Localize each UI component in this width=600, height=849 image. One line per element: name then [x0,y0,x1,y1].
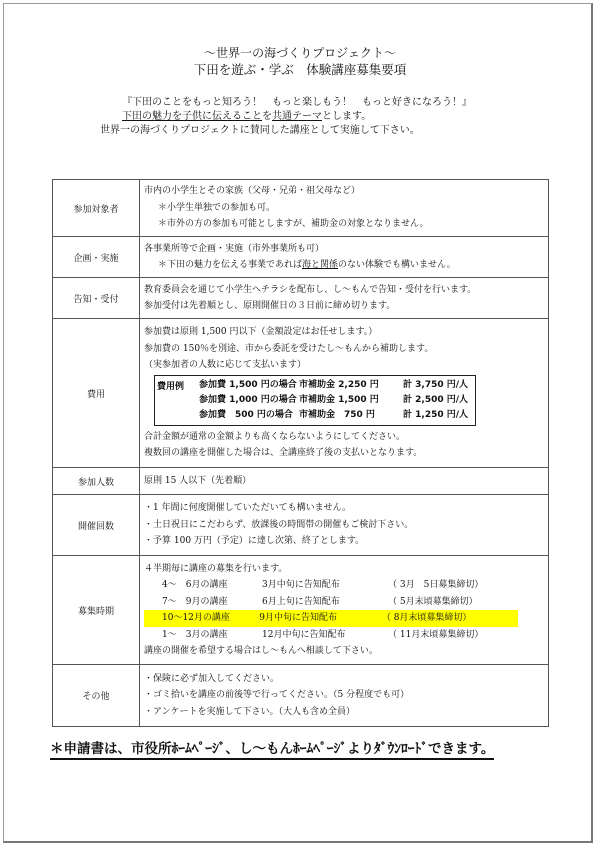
row-notice [53,278,549,319]
project-title: 〜世界一の海づくりプロジェクト〜 [204,46,396,60]
other-line: ・ゴミ拾いを講座の前後等で行ってください。（5 分程度でも可） [144,690,410,701]
fee-example-row: 参加費 1,500 円の場合 市補助金 2,250 円 計 3,750 円/人 [199,379,469,390]
frequency-line: ・1 年間に何度開催していただいても構いません。 [144,503,352,514]
row-fee [53,319,549,468]
intro-slogan: 『下田のことをもっと知ろう！ もっと楽しもう！ もっと好きになろう！』 [122,97,472,108]
fee-example-row: 参加費 1,000 円の場合 市補助金 1,500 円 計 2,500 円/人 [199,394,469,405]
capacity-line: 原則 15 人以下（先着順） [144,475,252,486]
fee-line: 参加費の 150％を別途、市から委託を受けたし〜もんから補助します。 [144,343,434,354]
notice-line: 参加受付は先着順とし、原則開催日の３日前に締め切ります。 [144,301,396,311]
schedule-item: 4〜 6月の講座 3月中旬に告知配布 （ 3月 5日募集締切） [162,580,484,590]
schedule-intro: ４半期毎に講座の募集を行います。 [144,563,288,574]
fee-example-box [154,375,476,426]
intro-request: 世界一の海づくりプロジェクトに賛同した講座として実施して下さい。 [100,125,420,136]
fee-footer-line: 複数回の講座を開催した場合は、全講座終了後の支払いとなります。 [144,448,423,459]
fee-footer-line: 合計金額が通常の金額よりも高くならないようにしてください。 [144,431,406,442]
row-frequency [53,495,549,556]
row-schedule [53,556,549,665]
target-note: ＊市外の方の参加も可能としますが、補助金の対象となりません。 [158,219,429,230]
other-line: ・保険に必ず加入してください。 [144,673,280,684]
label-schedule: 募集時期 [53,556,140,665]
label-notice: 告知・受付 [53,278,140,319]
schedule-item: 1〜 3月の講座 12月中旬に告知配布 （ 11月末頃募集締切） [162,629,484,640]
label-other: その他 [53,665,140,727]
row-other [53,665,549,727]
notice-line: 教育委員会を通じて小学生へチラシを配布し、し〜もんで告知・受付を行います。 [144,284,477,295]
schedule-item-highlighted: 10〜12月の講座 9月中旬に告知配布 （ 8月末頃募集締切） [144,610,518,627]
frequency-line: ・予算 100 万円（予定）に達し次第、終了とします。 [144,536,365,547]
schedule-footer: 講座の開催を希望する場合はし〜もんへ相談して下さい。 [144,646,378,656]
document-title: 下田を遊ぶ・学ぶ 体験講座募集要項 [193,62,407,77]
application-download-notice: ＊申請書は、市役所ﾎｰﾑﾍﾟｰｼﾞ、し〜もんﾎｰﾑﾍﾟｰｼﾞよりﾀﾞｳﾝﾛｰﾄﾞできます。 [50,737,494,760]
intro-theme: 下田の魅力を子供に伝えることを共通テーマとします。 [122,111,372,122]
other-line: ・アンケートを実施して下さい。（大人も含め全員） [144,706,355,717]
target-line: 市内の小学生とその家族（父母・兄弟・祖父母など） [144,186,361,197]
target-note: ＊小学生単独での参加も可。 [158,202,276,213]
label-capacity: 参加人数 [53,468,140,495]
schedule-item: 7〜 9月の講座 6月上旬に告知配布 （ 5月末頃募集締切） [162,596,478,607]
planning-note: ＊下田の魅力を伝える事業であれば海と関係のない体験でも構いません。 [158,260,456,270]
label-fee: 費用 [53,319,140,468]
label-planning: 企画・実施 [53,237,140,278]
planning-line: 各事業所等で企画・実施（市外事業所も可） [144,243,325,254]
fee-line: （実参加者の人数に応じて支払います） [144,360,307,371]
fee-example-row: 参加費 500 円の場合 市補助金 750 円 計 1,250 円/人 [199,409,469,420]
fee-line: 参加費は原則 1,500 円以下（金額設定はお任せします。） [144,327,378,338]
requirements-table [52,179,549,727]
frequency-line: ・土日祝日にこだわらず、放課後の時間帯の開催もご検討下さい。 [144,519,414,530]
row-target [53,180,549,237]
intro-text [100,96,472,138]
row-planning [53,237,549,278]
row-capacity [53,468,549,495]
fee-example-label: 費用例 [157,381,185,392]
label-frequency: 開催回数 [53,495,140,556]
label-target: 参加対象者 [53,180,140,237]
